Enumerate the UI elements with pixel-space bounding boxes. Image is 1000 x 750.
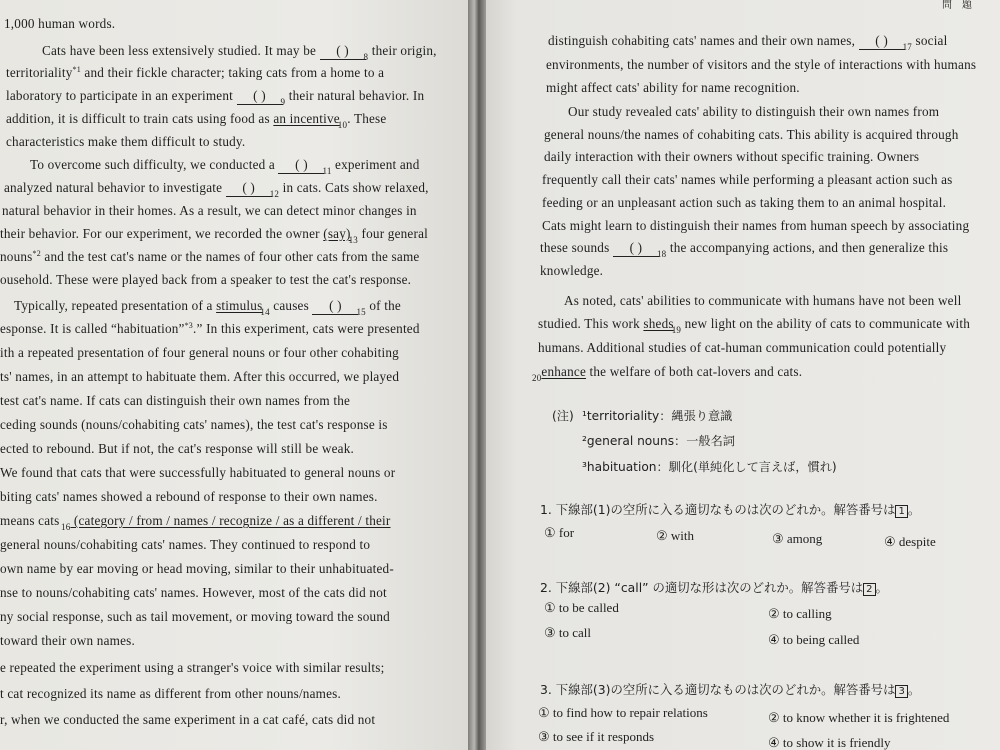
right-text-line (540, 240, 948, 259)
text-segment: biting cats' names showed a rebound of response to their own names. (0, 489, 378, 504)
left-text-line (0, 249, 419, 265)
text-segment: own name by ear moving or head moving, similar to their unhabituated- (0, 561, 394, 576)
text-segment: environments, the number of visitors and the style of interactions with humans (546, 57, 977, 72)
text-segment: natural behavior in their homes. As a result, we can detect minor changes in (2, 203, 417, 218)
question-end: 。 (907, 682, 921, 697)
text-segment: To overcome such difficulty, we conducted a (30, 157, 279, 172)
left-text-line (6, 111, 386, 130)
text-segment: . These (347, 111, 387, 126)
text-segment: ousehold. These were played back from a speaker to test the cat's response. (0, 272, 412, 287)
text-segment: and their fickle character; taking cats from a home to a (80, 65, 385, 80)
text-segment: causes (269, 298, 313, 313)
text-segment: territoriality (6, 65, 73, 80)
blank-number: 18 (656, 249, 667, 259)
left-text-line (0, 660, 384, 676)
text-segment: frequently call their cats' names while performing a pleasant action such as (542, 172, 953, 187)
text-segment: nouns (0, 249, 33, 264)
answer-option: ② with (656, 528, 695, 543)
text-segment: their behavior. For our experiment, we recorded the owner (0, 226, 324, 241)
left-text-line (0, 441, 354, 457)
answer-option: ① to find how to repair relations (538, 705, 708, 720)
left-text-line (42, 43, 437, 62)
blank-number: 19 (671, 325, 682, 335)
left-text-line (0, 489, 378, 505)
text-segment: the welfare of both cat-lovers and cats. (586, 364, 803, 379)
blank-number: 17 (902, 42, 913, 52)
blank-number: 16 (61, 522, 71, 532)
right-text-line (546, 57, 976, 73)
answer-blank: ( ) (859, 33, 905, 50)
text-segment: means cats (0, 513, 63, 528)
text-segment: four general (358, 226, 428, 241)
left-text-line (0, 712, 375, 728)
text-segment: and the test cat's name or the names of four other cats from the same (40, 249, 420, 264)
answer-option: ④ to show it is friendly (768, 735, 891, 750)
text-segment: ected to rebound. But if not, the cat's response will still be weak. (0, 441, 355, 456)
text-segment: knowledge. (540, 263, 604, 278)
answer-blank: ( ) (278, 157, 324, 174)
text-segment: humans. Additional studies of cat-human communication could potentially (538, 340, 947, 355)
text-segment: distinguish cohabiting cats' names and their own names, (548, 33, 859, 48)
answer-option: ② to know whether it is frightened (768, 710, 950, 725)
text-segment: t cat recognized its name as different from other nouns/names. (0, 686, 341, 701)
left-page (0, 0, 468, 750)
left-text-line (6, 65, 384, 81)
right-text-line (568, 104, 939, 120)
left-text-line (6, 88, 424, 107)
text-segment: .” In this experiment, cats were presented (193, 321, 420, 336)
text-segment: toward their own names. (0, 633, 135, 648)
right-text-line (564, 293, 961, 309)
text-segment: the accompanying actions, and then generalize this (666, 240, 949, 255)
text-segment: 1,000 human words. (4, 16, 116, 31)
text-segment: characteristics make them difficult to study. (6, 134, 246, 149)
left-text-line (0, 321, 420, 337)
footnote: ²general nouns：一般名詞 (582, 434, 735, 448)
text-segment: ny social response, such as tail movement, or moving toward the sound (0, 609, 390, 624)
answer-option: ③ to call (544, 625, 592, 640)
answer-option: ④ despite (884, 534, 936, 549)
blank-number: 13 (348, 235, 359, 245)
text-segment: new light on the ability of cats to communicate with (681, 316, 971, 331)
blank-number: 15 (356, 307, 366, 317)
footnote: (注) (552, 409, 574, 423)
answer-number-box: 1 (895, 505, 907, 518)
left-text-line (0, 369, 399, 385)
text-segment: these sounds (540, 240, 613, 255)
question-end: 。 (907, 502, 921, 517)
answer-option: ③ among (772, 531, 823, 546)
right-page (486, 0, 1000, 750)
blank-number: 10 (337, 120, 348, 130)
book-gutter (468, 0, 486, 750)
footnote: ¹territoriality：縄張り意識 (582, 409, 733, 423)
left-text-line (0, 417, 388, 433)
left-text-line (0, 272, 411, 288)
right-text-line (538, 316, 970, 335)
text-segment: ith a repeated presentation of four general nouns or four other cohabiting (0, 345, 399, 360)
right-text-line (542, 172, 953, 188)
answer-blank: ( ) (226, 180, 272, 197)
text-segment: (category / from / names / recognize / as a different / their (70, 513, 391, 528)
text-segment: As noted, cats' abilities to communicate with humans have not been well (564, 293, 962, 308)
blank-number: 20 (532, 373, 542, 383)
text-segment: We found that cats that were successfully habituated to general nouns or (0, 465, 396, 480)
right-text-line (544, 149, 919, 165)
question-text: 1. 下線部(1)の空所に入る適切なものは次のどれか。解答番号は (540, 502, 896, 517)
left-text-line (0, 465, 395, 481)
text-segment: analyzed natural behavior to investigate (4, 180, 226, 195)
left-text-line (4, 180, 429, 199)
left-text-line (0, 561, 394, 577)
answer-blank: ( ) (237, 88, 283, 105)
blank-number: 8 (363, 52, 369, 62)
text-segment: r, when we conducted the same experiment in a cat café, cats did not (0, 712, 376, 727)
left-text-line (4, 16, 115, 32)
left-text-line (0, 686, 341, 702)
answer-blank: ( ) (320, 43, 366, 60)
text-segment: laboratory to participate in an experiment (6, 88, 237, 103)
blank-number: 11 (322, 166, 332, 176)
text-segment: feeding or an unpleasant action such as taking them to an animal hospital. (542, 195, 947, 210)
text-segment: their origin, (368, 43, 437, 58)
left-text-line (0, 345, 399, 361)
text-segment: e repeated the experiment using a stranger's voice with similar results; (0, 660, 385, 675)
text-segment: *3 (184, 321, 194, 330)
text-segment: an incentive (273, 111, 340, 126)
answer-blank: ( ) (613, 240, 659, 257)
text-segment: *2 (32, 249, 41, 258)
left-text-line (0, 393, 350, 409)
left-text-line (0, 633, 135, 649)
left-text-line (6, 134, 245, 150)
answer-blank: ( ) (312, 298, 358, 315)
right-text-line (540, 263, 603, 279)
text-segment: in cats. Cats show relaxed, (279, 180, 429, 195)
question-prompt (540, 578, 888, 596)
question-text: 2. 下線部(2) “call” の適切な形は次のどれか。解答番号は (540, 580, 864, 595)
left-text-line (0, 226, 428, 245)
text-segment: stimulus (216, 298, 263, 313)
text-segment: test cat's name. If cats can distinguish their own names from the (0, 393, 351, 408)
right-text-line (542, 218, 969, 234)
text-segment: social (912, 33, 948, 48)
question-end: 。 (875, 580, 888, 595)
text-segment: esponse. It is called “habituation” (0, 321, 185, 336)
text-segment: general nouns/cohabiting cats' names. They continued to respond to (0, 537, 371, 552)
text-segment: ts' names, in an attempt to habituate them. After this occurred, we played (0, 369, 400, 384)
question-prompt (540, 500, 920, 518)
text-segment: their natural behavior. In (285, 88, 425, 103)
left-text-line (0, 609, 390, 625)
text-segment: Our study revealed cats' ability to distinguish their own names from (568, 104, 940, 119)
blank-number: 12 (269, 189, 280, 199)
blank-number: 14 (260, 307, 270, 317)
right-text-line (544, 127, 959, 143)
right-text-line (538, 340, 946, 356)
text-segment: ceding sounds (nouns/cohabiting cats' names), the test cat's response is (0, 417, 388, 432)
text-segment: daily interaction with their owners without specific training. Owners (544, 149, 920, 164)
answer-option: ② to calling (768, 606, 832, 621)
footnote: ³habituation：馴化(単純化して言えば，慣れ) (582, 460, 837, 474)
left-text-line (14, 298, 401, 317)
answer-option: ④ to being called (768, 632, 860, 647)
text-segment: sheds (643, 316, 674, 331)
answer-option: ③ to see if it responds (538, 729, 654, 744)
text-segment: (say) (323, 226, 351, 241)
right-text-line (542, 195, 946, 211)
left-text-line (30, 157, 420, 176)
text-segment: studied. This work (538, 316, 644, 331)
text-segment: experiment and (331, 157, 420, 172)
answer-option: ① to be called (544, 600, 619, 615)
left-text-line (0, 537, 370, 553)
text-segment: addition, it is difficult to train cats using food as (6, 111, 274, 126)
right-text-line (546, 80, 800, 96)
text-segment: *1 (72, 65, 81, 74)
left-text-line (0, 585, 387, 601)
page-header-tag: 問 題 (942, 0, 972, 11)
text-segment: might affect cats' ability for name recognition. (546, 80, 800, 95)
text-segment: Typically, repeated presentation of a (14, 298, 217, 313)
question-prompt (540, 680, 920, 698)
question-text: 3. 下線部(3)の空所に入る適切なものは次のどれか。解答番号は (540, 682, 896, 697)
left-text-line (2, 203, 417, 219)
answer-number-box: 3 (895, 685, 907, 698)
blank-number: 9 (280, 97, 286, 107)
text-segment: Cats might learn to distinguish their names from human speech by associating (542, 218, 970, 233)
text-segment: enhance (541, 364, 587, 379)
answer-option: ① for (544, 525, 575, 540)
right-text-line (548, 33, 947, 52)
text-segment: nse to nouns/cohabiting cats' names. However, most of the cats did not (0, 585, 387, 600)
text-segment: of the (365, 298, 401, 313)
left-text-line (0, 513, 391, 532)
answer-number-box: 2 (863, 583, 875, 596)
right-text-line (534, 364, 802, 383)
text-segment: general nouns/the names of cohabiting cats. This ability is acquired through (544, 127, 959, 142)
text-segment: Cats have been less extensively studied. It may be (42, 43, 320, 58)
